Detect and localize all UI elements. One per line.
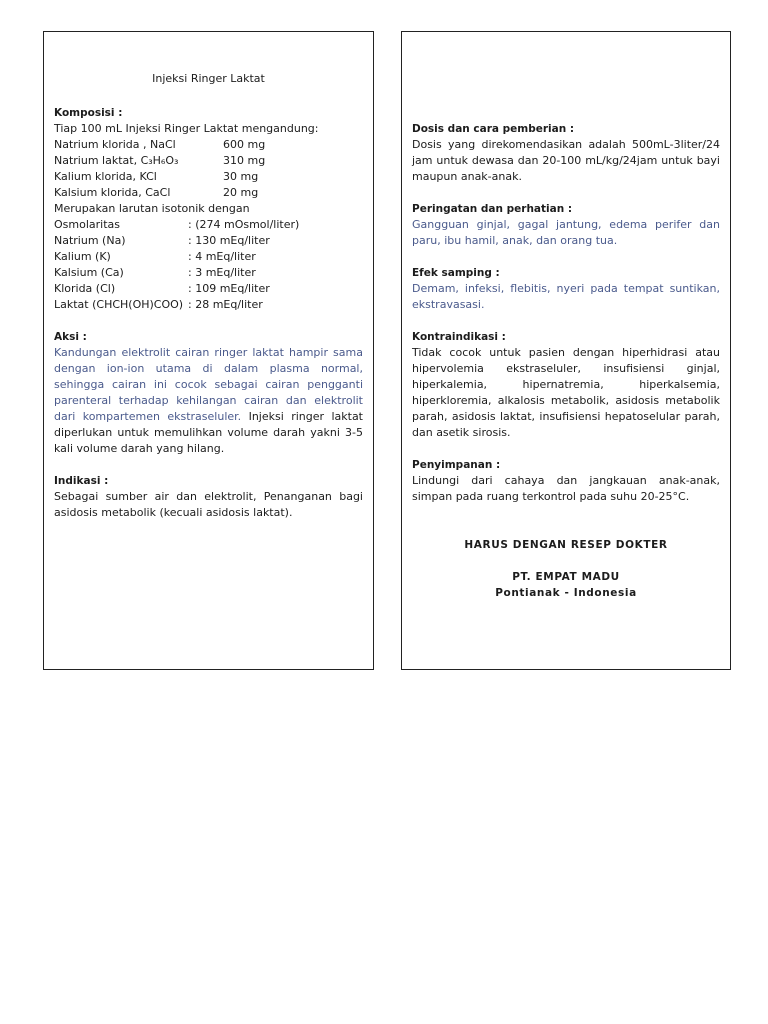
dosis-text: Dosis yang direkomendasikan adalah 500mL-3liter/24 jam untuk dewasa dan 20-100 mL/kg/24jam untuk bayi maupun anak-anak. xyxy=(412,138,720,183)
komposisi-item-amount: 600 mg xyxy=(223,138,266,151)
kontraindikasi-text: Tidak cocok untuk pasien dengan hiperhidrasi atau hipervolemia ekstraseluler, insufisiensi ginjal, hiperkalemia, hipernatremia, hiperkalsemia, hiperkloremia, alkalosis metabolik, asidosis metabolik parah, asidosis laktat, insufisiensi hepatoselular parah, dan asetik sirosis. xyxy=(412,346,720,439)
osmol-item xyxy=(54,249,363,265)
peringatan-text: Gangguan ginjal, gagal jantung, edema perifer dan paru, ibu hamil, anak, dan orang tua. xyxy=(412,218,720,247)
komposisi-item xyxy=(54,153,363,169)
osmol-item xyxy=(54,217,363,233)
komposisi-heading: Komposisi : xyxy=(54,107,123,119)
osmol-item xyxy=(54,281,363,297)
isotonic-line: Merupakan larutan isotonik dengan xyxy=(54,202,250,215)
kontraindikasi-heading: Kontraindikasi : xyxy=(412,331,506,343)
osmol-item-name: Klorida (Cl) xyxy=(54,282,116,295)
efek-samping-text: Demam, infeksi, flebitis, nyeri pada tempat suntikan, ekstravasasi. xyxy=(412,282,720,311)
osmol-item-name: Osmolaritas xyxy=(54,218,120,231)
peringatan-heading: Peringatan dan perhatian : xyxy=(412,203,573,215)
osmolarity-list xyxy=(54,217,363,313)
indikasi-text: Sebagai sumber air dan elektrolit, Penanganan bagi asidosis metabolik (kecuali asidosis laktat). xyxy=(54,490,363,519)
osmol-item-value: : 4 mEq/liter xyxy=(188,250,256,263)
komposisi-item-name: Natrium klorida , NaCl xyxy=(54,138,176,151)
osmol-item xyxy=(54,297,363,313)
komposisi-item xyxy=(54,185,363,201)
komposisi-item xyxy=(54,169,363,185)
komposisi-list xyxy=(54,137,363,201)
osmol-item xyxy=(54,265,363,281)
osmol-item-value: : 3 mEq/liter xyxy=(188,266,256,279)
komposisi-item-amount: 310 mg xyxy=(223,154,266,167)
efek-samping-heading: Efek samping : xyxy=(412,267,500,279)
osmol-item-name: Natrium (Na) xyxy=(54,234,126,247)
document-title: Injeksi Ringer Laktat xyxy=(152,72,265,85)
komposisi-intro: Tiap 100 mL Injeksi Ringer Laktat mengandung: xyxy=(54,122,319,135)
left-label-panel xyxy=(43,31,374,670)
osmol-item-value: : (274 mOsmol/liter) xyxy=(188,218,300,231)
osmol-item-value: : 130 mEq/liter xyxy=(188,234,270,247)
osmol-item xyxy=(54,233,363,249)
aksi-heading: Aksi : xyxy=(54,331,87,343)
aksi-text xyxy=(54,345,363,457)
komposisi-item-name: Kalium klorida, KCl xyxy=(54,170,157,183)
osmol-item-value: : 28 mEq/liter xyxy=(188,298,263,311)
company-location: Pontianak - Indonesia xyxy=(495,587,637,599)
komposisi-item-amount: 30 mg xyxy=(223,170,259,183)
osmol-item-name: Laktat (CHCH(OH)COO) xyxy=(54,298,184,311)
aksi-text-blue: Kandungan elektrolit cairan ringer laktat hampir sama dengan ion-ion utama di dalam plasma normal, sehingga cairan ini cocok sebagai cairan pengganti parenteral terhadap kehilangan cairan dan elektrolit dari kompartemen ekstraseluler. xyxy=(54,346,363,423)
komposisi-item xyxy=(54,137,363,153)
komposisi-item-name: Kalsium klorida, CaCl xyxy=(54,186,171,199)
aksi-text-dark: Injeksi ringer laktat diperlukan untuk memulihkan volume darah yakni 3-5 kali volume darah yang hilang. xyxy=(54,410,363,455)
komposisi-item-amount: 20 mg xyxy=(223,186,259,199)
komposisi-item-name: Natrium laktat, C₃H₆O₃ xyxy=(54,154,179,167)
penyimpanan-heading: Penyimpanan : xyxy=(412,459,501,471)
penyimpanan-text: Lindungi dari cahaya dan jangkauan anak-anak, simpan pada ruang terkontrol pada suhu 20-25°C. xyxy=(412,474,720,503)
osmol-item-value: : 109 mEq/liter xyxy=(188,282,270,295)
osmol-item-name: Kalium (K) xyxy=(54,250,111,263)
indikasi-heading: Indikasi : xyxy=(54,475,109,487)
prescription-warning: HARUS DENGAN RESEP DOKTER xyxy=(464,539,668,551)
right-label-panel xyxy=(401,31,731,670)
dosis-heading: Dosis dan cara pemberian : xyxy=(412,123,575,135)
osmol-item-name: Kalsium (Ca) xyxy=(54,266,124,279)
company-name: PT. EMPAT MADU xyxy=(512,571,620,583)
